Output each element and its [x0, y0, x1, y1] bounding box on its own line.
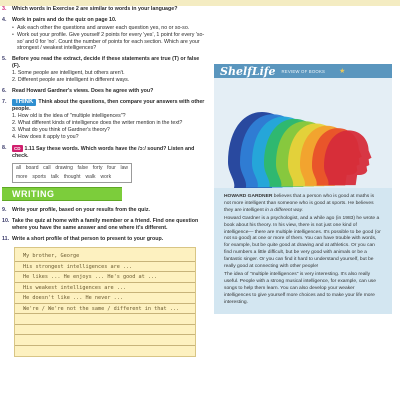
track-number: 1.11 — [24, 146, 35, 153]
exercise-number: 9. — [2, 207, 7, 214]
exercise-7 — [2, 99, 208, 141]
article-paragraph: The idea of "multiple intelligences" is very interesting. It's also really useful. People with a strong musical intelligence, for example, can use songs to help them learn. You can also develop your weaker intelligences to give yourself more choices and to make your life more interesting. — [224, 271, 376, 305]
word: sports — [32, 174, 47, 181]
bullet-item: • Work out your profile. Give yourself 2 points for every 'yes', 1 point for every 'so-so' and 0 for 'no'. Count the number of points for each section. Which are your strongest / weakest intelligences? — [12, 32, 208, 52]
profile-line: His weakest intelligences are ... — [15, 283, 195, 294]
exercise-text: Read Howard Gardner's views. Does he agree with you? — [12, 88, 154, 95]
exercise-11 — [2, 236, 208, 243]
word: thought — [63, 174, 81, 181]
word: law — [120, 165, 128, 172]
profile-line: My brother, George — [15, 251, 195, 262]
shelflife-panel — [214, 64, 392, 314]
exercise-text: Think about the questions, then compare your answers with other people. — [12, 99, 205, 113]
word: false — [77, 165, 89, 172]
word: four — [107, 165, 116, 172]
word-row — [13, 164, 131, 173]
exercise-number: 6. — [2, 88, 7, 95]
exercise-text: Write a short profile of that person to present to your group. — [12, 236, 164, 243]
shelflife-logo: ShelfLife — [220, 64, 276, 78]
exercise-column — [2, 6, 208, 357]
exercise-9 — [2, 207, 208, 214]
paragraph-text: believes that a person who is good at maths is not more intelligent than someone who is good at sports. He believes they are intelligent — [224, 194, 375, 213]
review-box — [214, 64, 392, 314]
question-list — [12, 113, 208, 141]
exercise-number: 5. — [2, 56, 7, 63]
profile-notepad — [14, 247, 196, 357]
emphasis-text: in a different way. — [265, 207, 304, 213]
profile-line — [15, 335, 195, 346]
exercise-3 — [2, 6, 208, 13]
word: work — [100, 174, 112, 181]
review-article — [214, 188, 392, 314]
word: board — [25, 165, 39, 172]
cd-audio-icon[interactable]: CD — [14, 146, 21, 152]
exercise-number: 7. — [2, 99, 7, 106]
profile-line: He doesn't like ... He never ... — [15, 293, 195, 304]
rainbow-heads-illustration — [214, 78, 392, 188]
bullet-item: • Ask each other the questions and answer each question yes, no or so-so. — [12, 25, 208, 32]
exercise-number: 4. — [2, 17, 7, 23]
list-item: 1. Some people are intelligent, but others aren't. — [12, 70, 125, 77]
word-row — [13, 173, 131, 182]
word-box — [12, 163, 132, 183]
exercise-text: Take the quiz at home with a family member or a friend. Find one question where you have the same answer and one where it's different. — [12, 218, 199, 232]
exercise-5 — [2, 56, 208, 84]
word: more — [16, 174, 28, 181]
exercise-text: Say these words. Which words have the /ɔː/ sound? Listen and check. — [12, 146, 195, 160]
profile-line — [15, 314, 195, 325]
list-item: 2. What different kinds of intelligence does the writer mention in the text? — [12, 120, 183, 127]
exercise-4 — [2, 17, 208, 52]
list-item: 3. What do you think of Gardner's theory? — [12, 127, 110, 134]
exercise-text: Work in pairs and do the quiz on page 10. — [12, 17, 117, 23]
exercise-number: 11. — [2, 236, 10, 243]
exercise-text: Before you read the extract, decide if these statements are true (T) or false (F). — [12, 56, 200, 70]
exercise-6 — [2, 88, 208, 95]
word: all — [16, 165, 22, 172]
exercise-8 — [2, 145, 208, 183]
shelflife-header — [214, 64, 392, 78]
exercise-text: Write your profile, based on your results from the quiz. — [12, 207, 150, 214]
word: forty — [92, 165, 103, 172]
star-icon: ★ — [339, 68, 346, 75]
list-item: 1. How old is the idea of "multiple intelligences"? — [12, 113, 126, 120]
exercise-text: Which words in Exercise 2 are similar to words in your language? — [12, 6, 178, 12]
exercise-number: 8. — [2, 145, 7, 152]
author-name: HOWARD GARDNER — [224, 194, 273, 199]
exercise-bullets — [12, 25, 208, 52]
exercise-number: 3. — [2, 6, 7, 12]
profile-line — [15, 325, 195, 336]
think-badge: THINK — [12, 99, 36, 106]
exercise-number: 10. — [2, 218, 10, 225]
word: call — [43, 165, 51, 172]
writing-heading: WRITING — [2, 187, 122, 201]
statement-list — [12, 70, 208, 84]
shelflife-subtitle: REVIEW OF BOOKS — [281, 68, 326, 74]
article-paragraph — [224, 194, 382, 215]
list-item: 2. Different people are intelligent in different ways. — [12, 77, 130, 84]
word: walk — [85, 174, 96, 181]
article-paragraph: Howard Gardner is a psychologist, and a while ago (in 1983) he wrote a book about his theory. In his view, there is not just one kind of intelligence— there are multiple intelligences. It's possible to be good (or not so good) at one or more of them. You can have trouble with words, for example, but be quite good at drawing and at athletics. Or you can find numbers a little difficult, but be very good with animals or be a fantastic singer. Or you can find it hard to understand yourself, but be really good at connecting with other people! — [224, 215, 381, 270]
profile-line: He likes ... He enjoys ... He's good at ... — [15, 272, 195, 283]
exercise-10 — [2, 218, 208, 232]
profile-line: His strongest intelligences are ... — [15, 262, 195, 273]
word: talk — [51, 174, 59, 181]
profile-line: We're / We're not the same / different in that ... — [15, 304, 195, 315]
word: drawing — [55, 165, 73, 172]
list-item: 4. How does it apply to you? — [12, 134, 79, 141]
